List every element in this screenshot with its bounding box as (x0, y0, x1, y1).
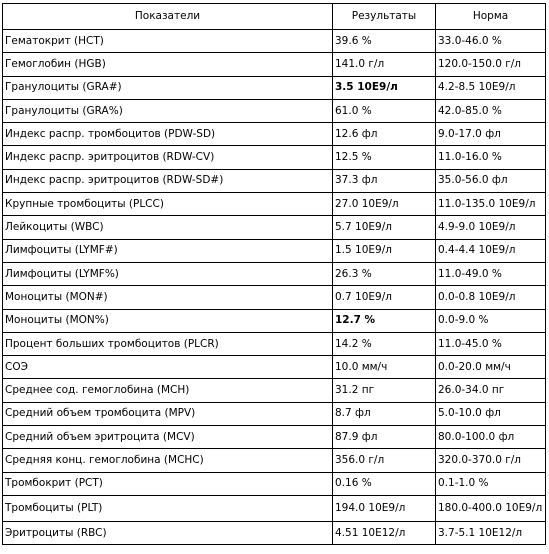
param-name-cell: Гемоглобин (HGB) (3, 53, 333, 76)
result-cell: 10.0 мм/ч (333, 356, 436, 379)
result-cell: 5.7 10E9/л (333, 216, 436, 239)
result-cell: 0.7 10E9/л (333, 286, 436, 309)
table-row (3, 216, 546, 239)
norm-cell: 0.0-9.0 % (436, 309, 546, 332)
table-row (3, 123, 546, 146)
result-cell: 12.6 фл (333, 123, 436, 146)
norm-cell: 9.0-17.0 фл (436, 123, 546, 146)
param-name-cell: Тромбоциты (PLT) (3, 495, 333, 521)
result-cell: 27.0 10E9/л (333, 193, 436, 216)
param-name-cell: Индекс распр. эритроцитов (RDW-CV) (3, 146, 333, 169)
param-name-cell: Тромбокрит (PCT) (3, 472, 333, 495)
norm-cell: 120.0-150.0 г/л (436, 53, 546, 76)
table-row (3, 262, 546, 285)
lab-results-table (2, 3, 546, 545)
result-cell: 14.2 % (333, 332, 436, 355)
table-row (3, 472, 546, 495)
param-name-cell: Индекс распр. эритроцитов (RDW-SD#) (3, 169, 333, 192)
table-row (3, 495, 546, 521)
result-cell: 26.3 % (333, 262, 436, 285)
table-row (3, 332, 546, 355)
result-cell: 61.0 % (333, 99, 436, 122)
result-cell: 141.0 г/л (333, 53, 436, 76)
param-name-cell: Процент больших тромбоцитов (PLCR) (3, 332, 333, 355)
header-row (3, 4, 546, 30)
norm-cell: 11.0-135.0 10E9/л (436, 193, 546, 216)
param-name-cell: Средний объем эритроцита (MCV) (3, 426, 333, 449)
param-name-cell: Лейкоциты (WBC) (3, 216, 333, 239)
header-result: Результаты (333, 4, 436, 30)
param-name-cell: Средний объем тромбоцита (MPV) (3, 402, 333, 425)
result-cell: 37.3 фл (333, 169, 436, 192)
result-cell: 0.16 % (333, 472, 436, 495)
param-name-cell: Лимфоциты (LYMF#) (3, 239, 333, 262)
param-name-cell: Гематокрит (HCT) (3, 30, 333, 53)
table-row (3, 99, 546, 122)
norm-cell: 11.0-45.0 % (436, 332, 546, 355)
norm-cell: 11.0-49.0 % (436, 262, 546, 285)
norm-cell: 80.0-100.0 фл (436, 426, 546, 449)
param-name-cell: Гранулоциты (GRA%) (3, 99, 333, 122)
result-cell: 8.7 фл (333, 402, 436, 425)
table-row (3, 169, 546, 192)
norm-cell: 5.0-10.0 фл (436, 402, 546, 425)
result-cell: 194.0 10E9/л (333, 495, 436, 521)
result-cell: 31.2 пг (333, 379, 436, 402)
param-name-cell: Средняя конц. гемоглобина (MCHC) (3, 449, 333, 472)
result-cell: 87.9 фл (333, 426, 436, 449)
table-row (3, 193, 546, 216)
norm-cell: 33.0-46.0 % (436, 30, 546, 53)
result-cell: 39.6 % (333, 30, 436, 53)
table-row (3, 402, 546, 425)
table-row (3, 426, 546, 449)
norm-cell: 11.0-16.0 % (436, 146, 546, 169)
table-row (3, 286, 546, 309)
norm-cell: 35.0-56.0 фл (436, 169, 546, 192)
param-name-cell: Моноциты (MON#) (3, 286, 333, 309)
table-row (3, 379, 546, 402)
param-name-cell: Гранулоциты (GRA#) (3, 76, 333, 99)
table-row (3, 30, 546, 53)
param-name-cell: Среднее сод. гемоглобина (MCH) (3, 379, 333, 402)
norm-cell: 0.0-20.0 мм/ч (436, 356, 546, 379)
table-row (3, 309, 546, 332)
norm-cell: 42.0-85.0 % (436, 99, 546, 122)
header-norm: Норма (436, 4, 546, 30)
norm-cell: 3.7-5.1 10E12/л (436, 521, 546, 544)
norm-cell: 26.0-34.0 пг (436, 379, 546, 402)
table-row (3, 449, 546, 472)
norm-cell: 0.0-0.8 10E9/л (436, 286, 546, 309)
param-name-cell: Лимфоциты (LYMF%) (3, 262, 333, 285)
norm-cell: 180.0-400.0 10E9/л (436, 495, 546, 521)
result-cell: 4.51 10E12/л (333, 521, 436, 544)
norm-cell: 4.2-8.5 10E9/л (436, 76, 546, 99)
table-row (3, 76, 546, 99)
table-row (3, 239, 546, 262)
param-name-cell: Индекс распр. тромбоцитов (PDW-SD) (3, 123, 333, 146)
table-row (3, 53, 546, 76)
norm-cell: 0.1-1.0 % (436, 472, 546, 495)
result-cell: 1.5 10E9/л (333, 239, 436, 262)
result-cell: 356.0 г/л (333, 449, 436, 472)
param-name-cell: Эритроциты (RBC) (3, 521, 333, 544)
result-cell: 3.5 10E9/л (333, 76, 436, 99)
norm-cell: 4.9-9.0 10E9/л (436, 216, 546, 239)
param-name-cell: Крупные тромбоциты (PLCC) (3, 193, 333, 216)
result-cell: 12.5 % (333, 146, 436, 169)
norm-cell: 320.0-370.0 г/л (436, 449, 546, 472)
table-row (3, 146, 546, 169)
table-row (3, 356, 546, 379)
table-row (3, 521, 546, 544)
param-name-cell: СОЭ (3, 356, 333, 379)
result-cell: 12.7 % (333, 309, 436, 332)
norm-cell: 0.4-4.4 10E9/л (436, 239, 546, 262)
param-name-cell: Моноциты (MON%) (3, 309, 333, 332)
header-param: Показатели (3, 4, 333, 30)
